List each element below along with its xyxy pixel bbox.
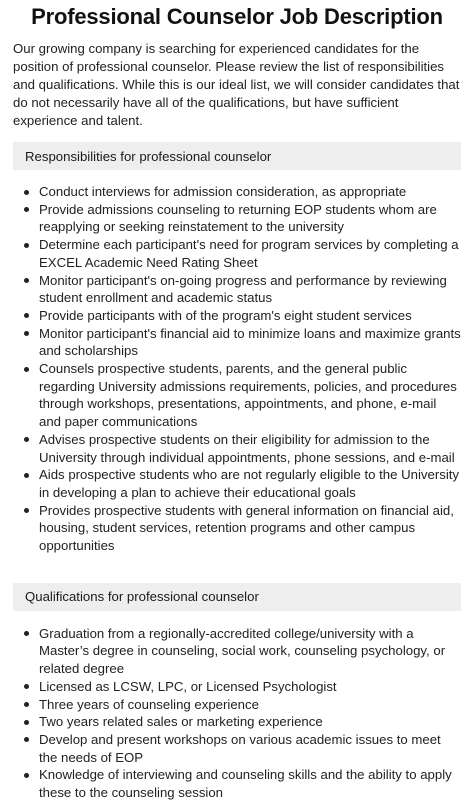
list-item-text: Graduation from a regionally-accredited college/university with a Master’s degree in counseling, social work, counseling psychology, or related degree bbox=[39, 625, 446, 677]
bullet-dot-icon bbox=[24, 773, 29, 778]
list-item bbox=[21, 307, 461, 325]
bullet-dot-icon bbox=[24, 243, 29, 248]
list-item bbox=[21, 502, 461, 555]
list-item bbox=[21, 466, 461, 501]
page-title: Professional Counselor Job Description bbox=[31, 4, 443, 29]
list-item-text: Provide participants with of the program's eight student services bbox=[39, 307, 412, 323]
list-item-text: Monitor participant's financial aid to minimize loans and maximize grants and scholarships bbox=[39, 325, 461, 359]
bullet-dot-icon bbox=[24, 508, 29, 513]
list-item-text: Develop and present workshops on various academic issues to meet the needs of EOP bbox=[39, 731, 441, 765]
list-item-text: Provides prospective students with general information on financial aid, housing, student services, retention programs and other campus opportunities bbox=[39, 502, 454, 554]
list-item-text: Provide admissions counseling to returning EOP students whom are reapplying or seeking reinstatement to the university bbox=[39, 201, 437, 235]
responsibilities-list bbox=[13, 183, 461, 555]
list-item bbox=[21, 272, 461, 307]
bullet-dot-icon bbox=[24, 367, 29, 372]
list-item-text: Aids prospective students who are not regularly eligible to the University in developing a plan to achieve their educational goals bbox=[39, 467, 460, 500]
list-item bbox=[21, 731, 461, 766]
list-item-text: Two years related sales or marketing experience bbox=[39, 714, 323, 730]
list-item bbox=[21, 325, 461, 360]
bullet-dot-icon bbox=[24, 720, 29, 725]
list-item bbox=[21, 766, 461, 801]
bullet-dot-icon bbox=[24, 737, 29, 742]
bullet-dot-icon bbox=[24, 473, 29, 478]
qualifications-section-header bbox=[13, 583, 461, 611]
bullet-dot-icon bbox=[24, 278, 29, 283]
list-item bbox=[21, 236, 461, 271]
intro-paragraph: Our growing company is searching for experienced candidates for the position of professional counselor. Please review the list of responsibilities and qualifications. While this is our ideal list, we will consider candidates that do not necessarily have all of the qualifications, but have sufficient experience and talent. bbox=[13, 41, 460, 128]
list-item-text: Counsels prospective students, parents, and the general public regarding University admissions requirements, policies, and procedures through workshops, presentations, appointments, and phone, e-mail and paper communications bbox=[39, 361, 457, 430]
list-item bbox=[21, 431, 461, 466]
list-item bbox=[21, 360, 461, 431]
responsibilities-section-header bbox=[13, 142, 461, 170]
bullet-dot-icon bbox=[24, 313, 29, 318]
bullet-dot-icon bbox=[24, 684, 29, 689]
qualifications-list bbox=[13, 625, 461, 802]
list-item-text: Knowledge of interviewing and counseling skills and the ability to apply these to the counseling session bbox=[39, 767, 452, 801]
bullet-dot-icon bbox=[24, 631, 29, 636]
list-item-text: Advises prospective students on their eligibility for admission to the University through individual appointments, phone sessions, and e-mail bbox=[39, 431, 455, 465]
bullet-dot-icon bbox=[24, 437, 29, 442]
qualifications-heading: Qualifications for professional counselor bbox=[25, 589, 259, 605]
list-item bbox=[21, 183, 461, 201]
list-item bbox=[21, 625, 461, 678]
list-item-text: Determine each participant's need for program services by completing a EXCEL Academic Need Rating Sheet bbox=[39, 237, 459, 270]
list-item bbox=[21, 713, 461, 731]
bullet-dot-icon bbox=[24, 190, 29, 195]
list-item-text: Monitor participant's on-going progress and performance by reviewing student enrollment and academic status bbox=[39, 272, 447, 306]
list-item bbox=[21, 696, 461, 714]
responsibilities-heading: Responsibilities for professional counselor bbox=[25, 148, 272, 164]
list-item-text: Licensed as LCSW, LPC, or Licensed Psychologist bbox=[39, 678, 337, 694]
list-item bbox=[21, 201, 461, 236]
list-item-text: Conduct interviews for admission consideration, as appropriate bbox=[39, 184, 407, 199]
list-item bbox=[21, 678, 461, 696]
bullet-dot-icon bbox=[24, 331, 29, 336]
list-item-text: Three years of counseling experience bbox=[39, 696, 259, 712]
bullet-dot-icon bbox=[24, 702, 29, 707]
section-gap bbox=[13, 555, 461, 571]
bullet-dot-icon bbox=[24, 207, 29, 212]
